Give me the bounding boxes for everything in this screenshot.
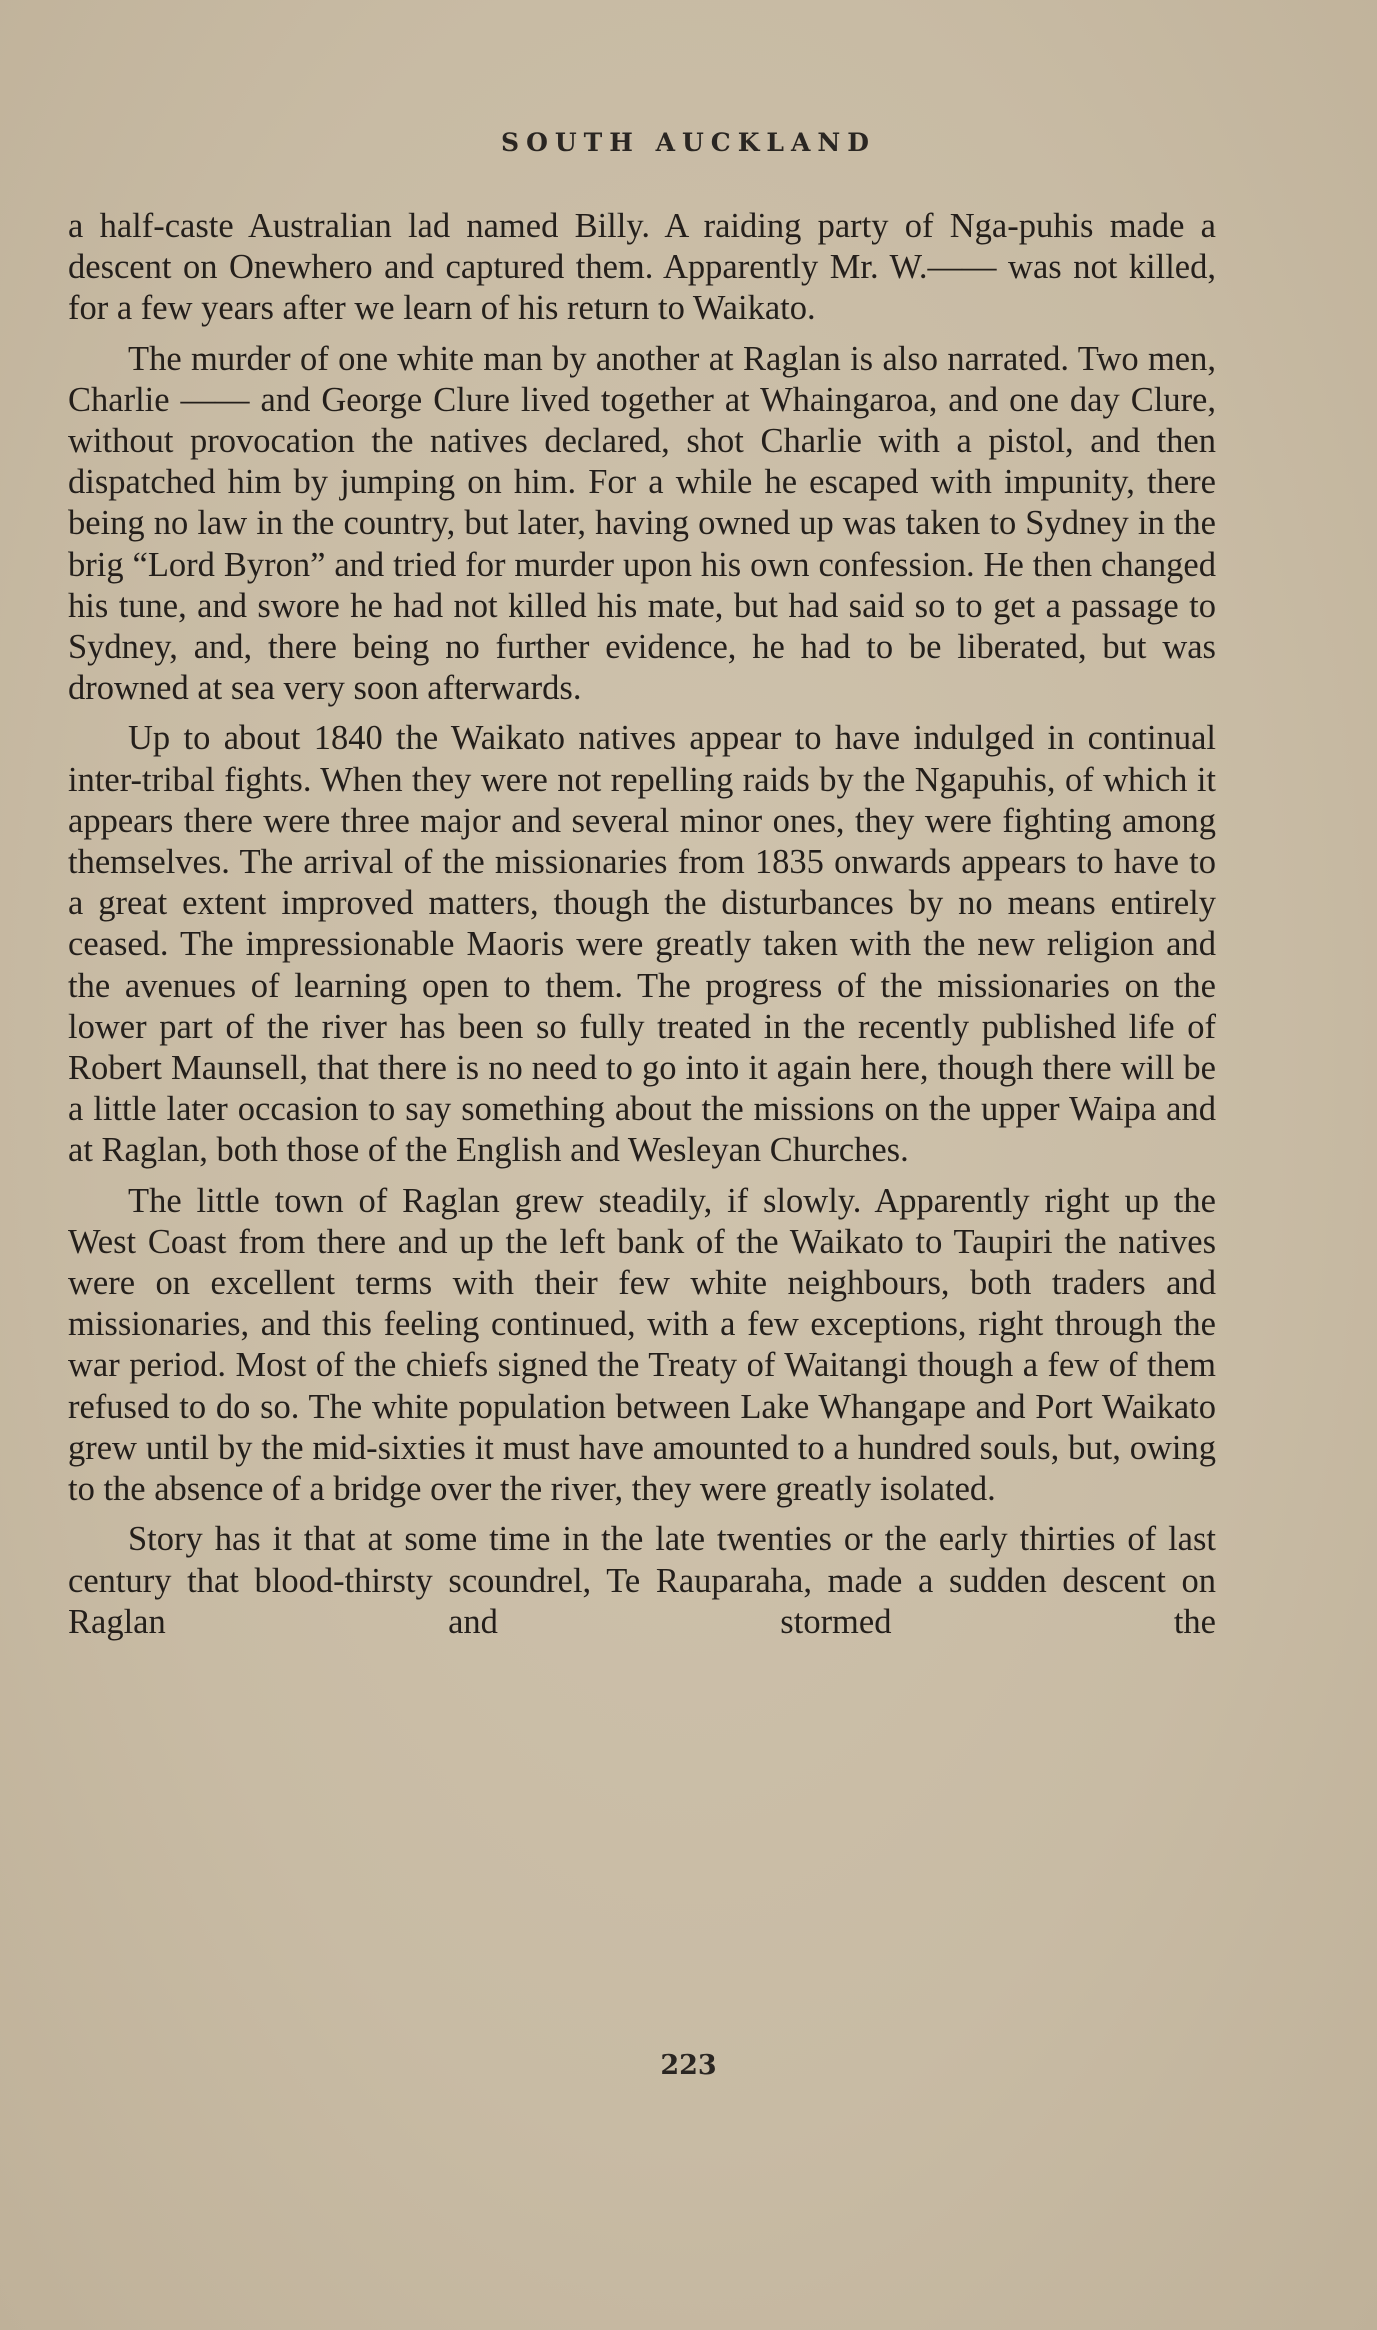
paragraph-continuation: a half-caste Australian lad named Billy. A raiding party of Nga-puhis made a descent on Onewhero and captured them. Apparently Mr. W.—— was not killed, for a few years after we learn of his return to Waikato. — [68, 207, 1216, 328]
running-head: SOUTH AUCKLAND — [501, 128, 876, 157]
body-text — [68, 206, 1216, 1652]
paragraph-missionaries: Up to about 1840 the Waikato natives appear to have indulged in continual inter-tribal fights. When they were not repelling raids by the Ngapuhis, of which it appears there were three major and several minor ones, they were fighting among themselves. The arrival of the missionaries from 1835 onwards appears to have to a great extent improved matters, though the disturbances by no means entirely ceased. The impressionable Maoris were greatly taken with the new religion and the avenues of learning open to them. The progress of the missionaries on the lower part of the river has been so fully treated in the recently published life of Robert Maunsell, that there is no need to go into it again here, though there will be a little later occasion to say something about the missions on the upper Waipa and at Raglan, both those of the English and Wesleyan Churches. — [68, 719, 1216, 1170]
paragraph-raglan-town: The little town of Raglan grew steadily, if slowly. Apparently right up the West Coast from there and up the left bank of the Waikato to Taupiri the natives were on excellent terms with their few white neighbours, both traders and missionaries, and this feeling continued, with a few exceptions, right through the war period. Most of the chiefs signed the Treaty of Waitangi though a few of them refused to do so. The white population between Lake Whangape and Port Waikato grew until by the mid-sixties it must have amounted to a hundred souls, but, owing to the absence of a bridge over the river, they were greatly isolated. — [68, 1181, 1216, 1509]
paragraph-te-rauparaha: Story has it that at some time in the late twenties or the early thirties of last century that blood-thirsty scoundrel, Te Rauparaha, made a sudden descent on Raglan and stormed the — [68, 1520, 1216, 1641]
paragraph-raglan-murder: The murder of one white man by another at Raglan is also narrated. Two men, Charlie —— and George Clure lived together at Whaingaroa, and one day Clure, without provocation the natives declared, shot Charlie with a pistol, and then dispatched him by jumping on him. For a while he escaped with impunity, there being no law in the country, but later, having owned up was taken to Sydney in the brig “Lord Byron” and tried for murder upon his own confession. He then changed his tune, and swore he had not killed his mate, but had said so to get a passage to Sydney, and, there being no further evidence, he had to be liberated, but was drowned at sea very soon afterwards. — [68, 339, 1216, 708]
page-number: 223 — [660, 2050, 717, 2081]
